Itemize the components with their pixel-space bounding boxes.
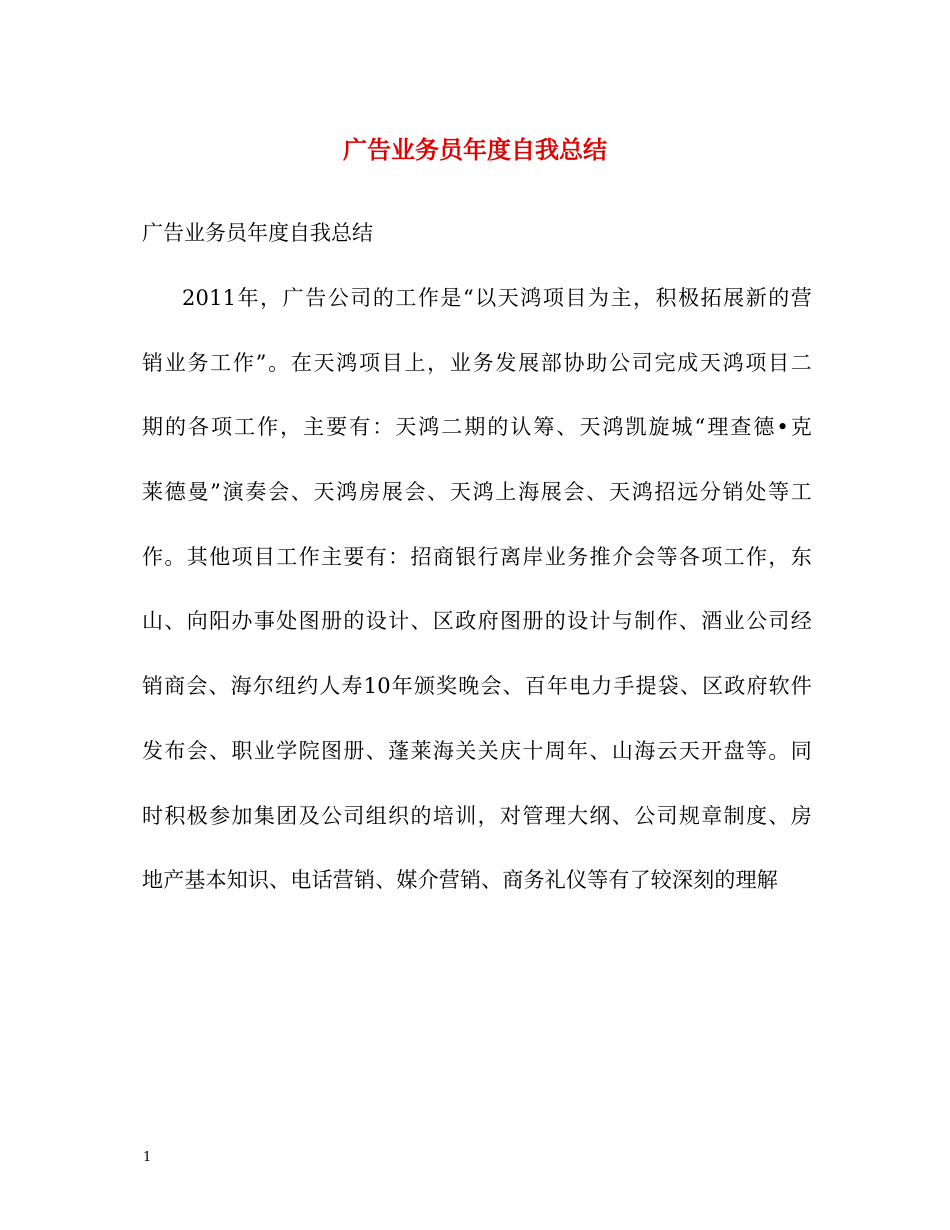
body-line: 销商会、海尔纽约人寿10年颁奖晚会、百年电力手提袋、区政府软件 bbox=[142, 674, 812, 699]
body-line: 2011年，广告公司的工作是“以天鸿项目为主，积极拓展新的营 bbox=[182, 286, 812, 310]
body-line: 时积极参加集团及公司组织的培训，对管理大纲、公司规章制度、房 bbox=[142, 803, 812, 828]
document-title: 广告业务员年度自我总结 bbox=[343, 135, 607, 164]
document-subtitle: 广告业务员年度自我总结 bbox=[142, 221, 373, 245]
body-text bbox=[142, 283, 812, 930]
page-number: 1 bbox=[143, 1150, 152, 1165]
body-line: 地产基本知识、电话营销、媒介营销、商务礼仪等有了较深刻的理解 bbox=[142, 868, 778, 893]
body-line: 莱德曼”演奏会、天鸿房展会、天鸿上海展会、天鸿招远分销处等工 bbox=[142, 480, 812, 505]
body-line: 作。其他项目工作主要有：招商银行离岸业务推介会等各项工作，东 bbox=[142, 544, 812, 569]
body-line: 发布会、职业学院图册、蓬莱海关关庆十周年、山海云天开盘等。同 bbox=[142, 738, 812, 763]
body-line: 销业务工作”。在天鸿项目上，业务发展部协助公司完成天鸿项目二 bbox=[142, 350, 812, 375]
body-line: 山、向阳办事处图册的设计、区政府图册的设计与制作、酒业公司经 bbox=[142, 609, 812, 634]
body-line: 期的各项工作，主要有：天鸿二期的认筹、天鸿凯旋城“理查德•克 bbox=[142, 415, 812, 440]
